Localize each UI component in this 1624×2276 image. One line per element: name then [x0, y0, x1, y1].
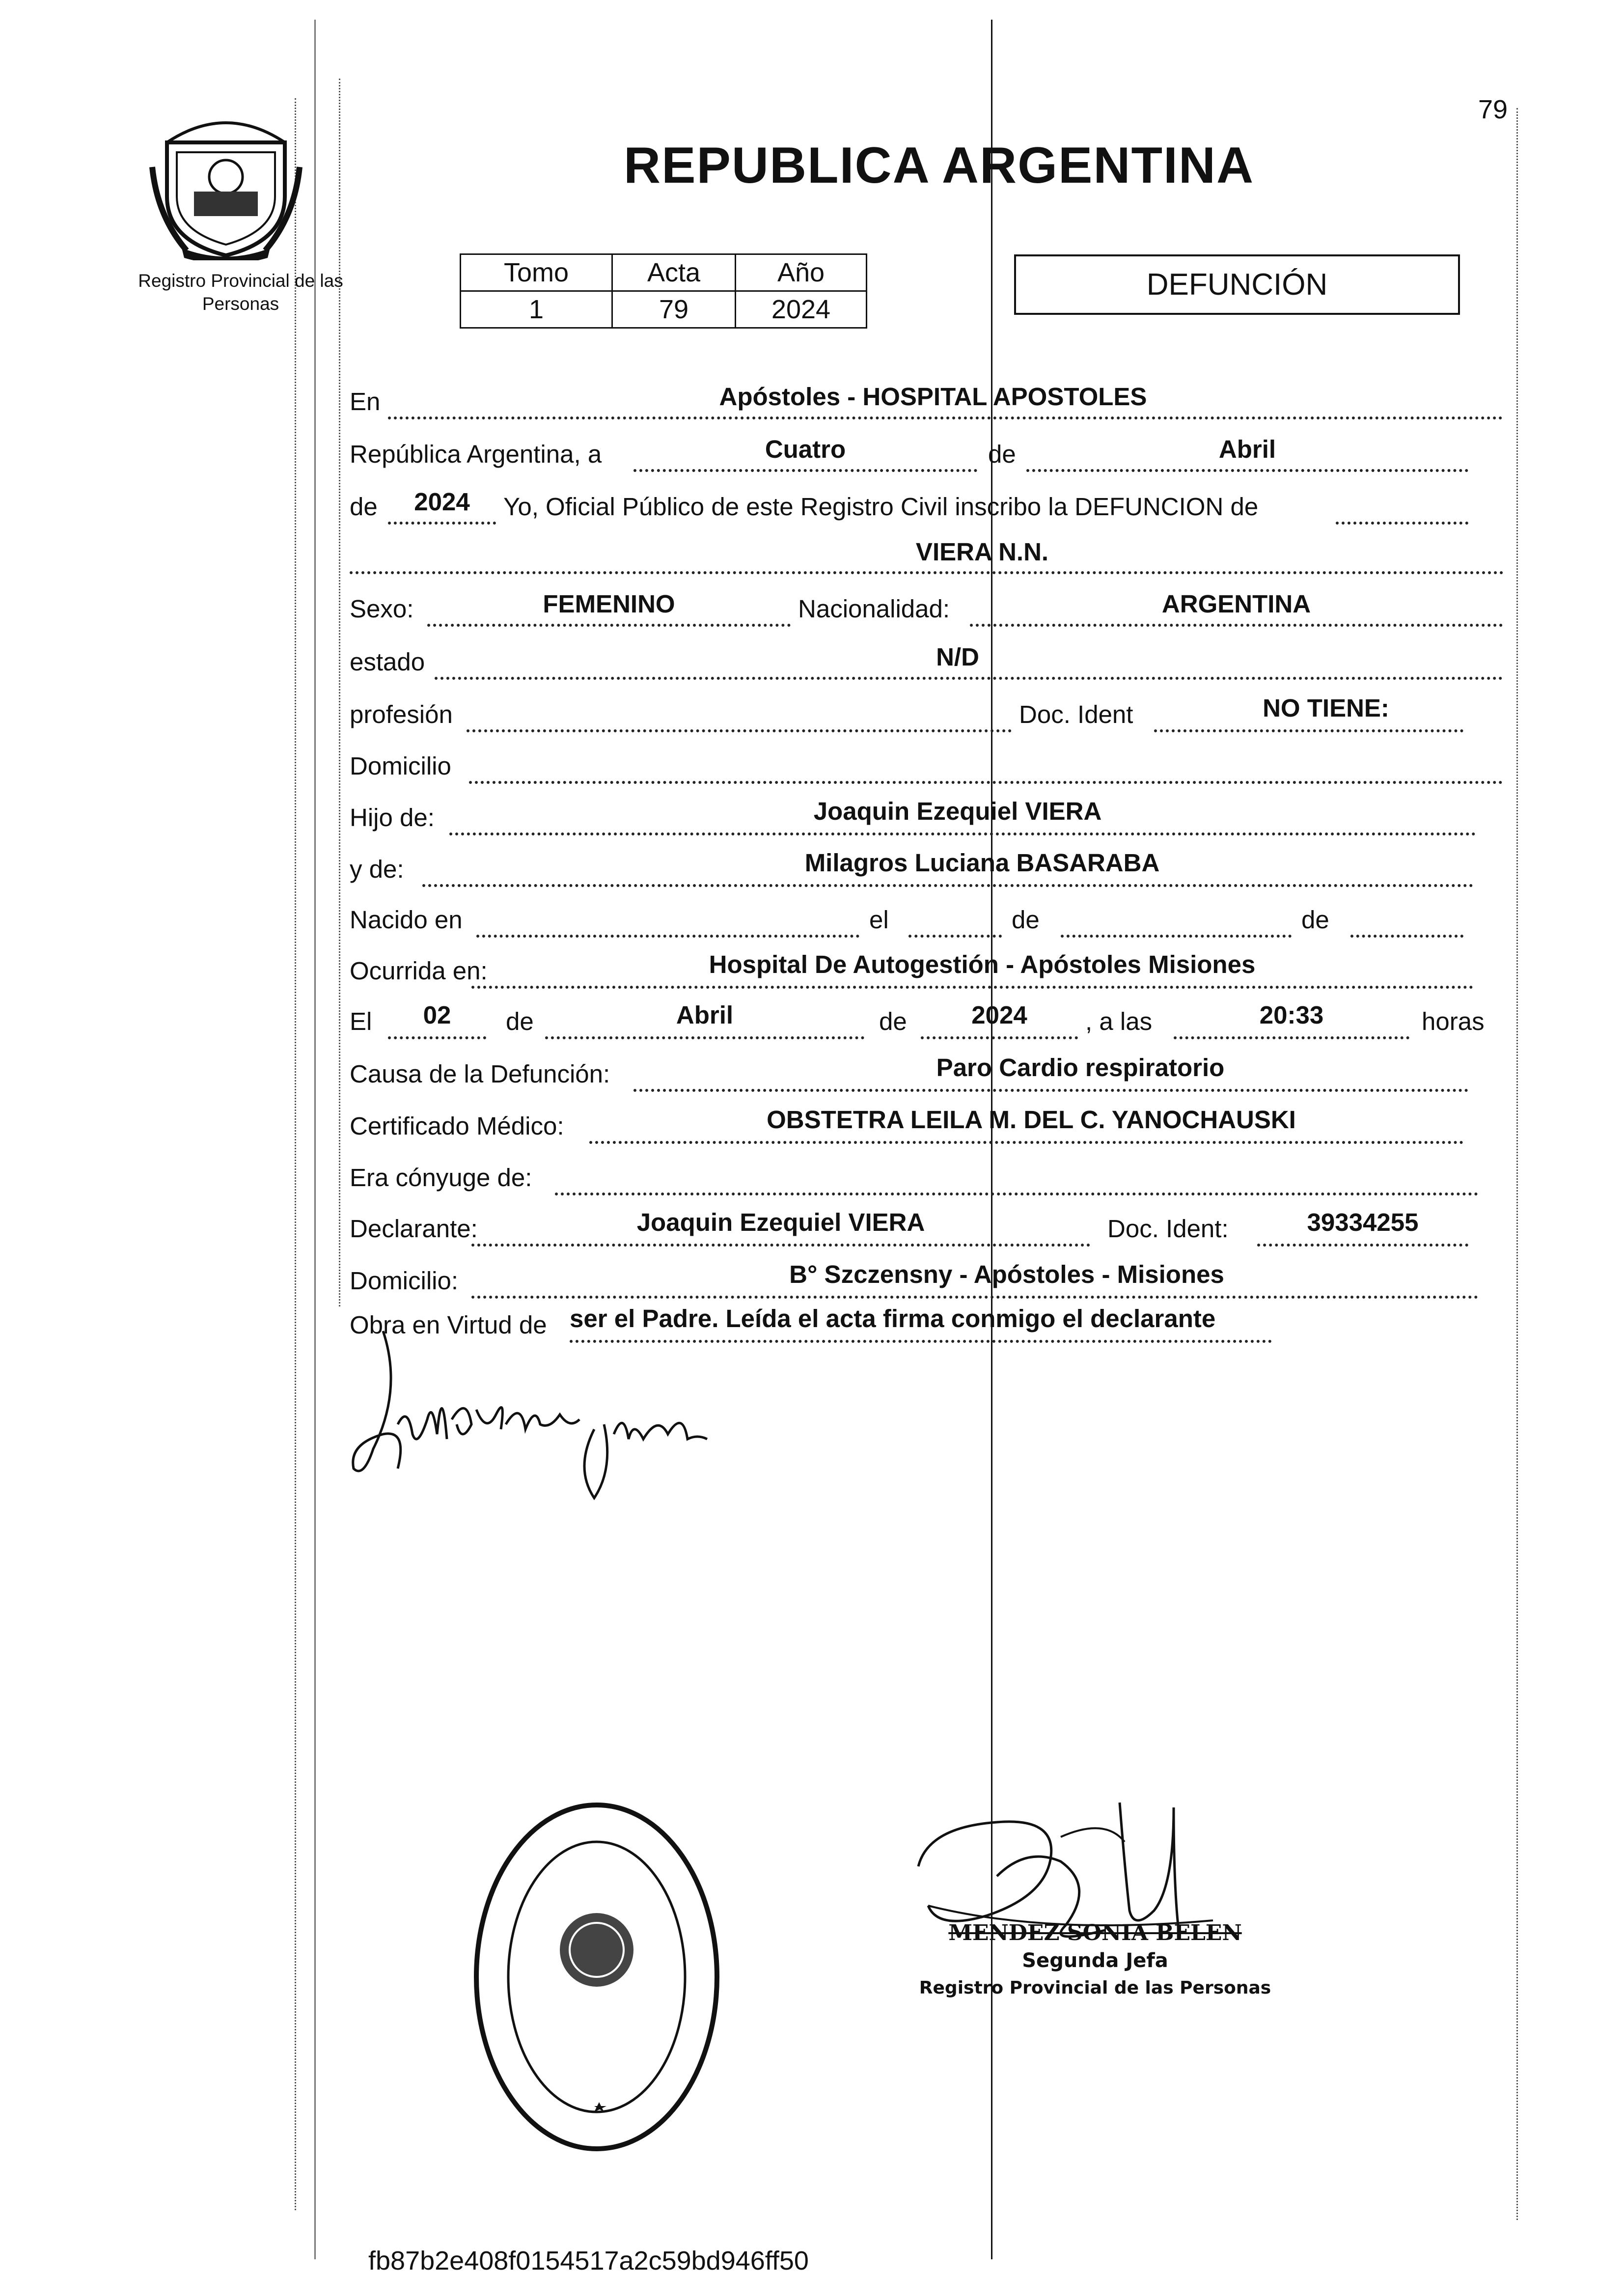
page-number: 79: [1478, 95, 1508, 124]
page-title: REPUBLICA ARGENTINA: [624, 137, 1255, 194]
de-year-label: de: [350, 493, 378, 521]
place-line: [388, 416, 1503, 419]
profesion-line: [467, 729, 1012, 732]
mother-line: [422, 884, 1473, 887]
estado-label: estado: [350, 648, 425, 676]
table-row: [461, 254, 867, 291]
nacionalidad-line: [970, 624, 1503, 627]
table-row: [461, 291, 867, 328]
ocurrida-value: Hospital De Autogestión - Apóstoles Misiones: [709, 950, 1256, 978]
nacido-label: Nacido en: [350, 906, 463, 934]
death-time-value: 20:33: [1259, 1001, 1324, 1029]
domicilio2-value: B° Szczensny - Apóstoles - Misiones: [789, 1260, 1224, 1288]
obra-value: ser el Padre. Leída el acta firma conmigo el declarante: [570, 1305, 1216, 1332]
estado-line: [435, 677, 1503, 680]
horas-label: horas: [1422, 1007, 1485, 1035]
certificado-value: OBSTETRA LEILA M. DEL C. YANOCHAUSKI: [767, 1106, 1296, 1134]
doc-value: NO TIENE:: [1263, 694, 1389, 722]
day-line: [633, 469, 977, 472]
acta-value: 79: [612, 291, 736, 328]
nacido-year-line: [1350, 935, 1463, 938]
obra-label: Obra en Virtud de: [350, 1311, 547, 1339]
sexo-line: [427, 624, 791, 627]
right-margin-dots: [1516, 108, 1518, 2220]
anio-value: 2024: [736, 291, 867, 328]
yde-label: y de:: [350, 855, 404, 883]
official-title: Segunda Jefa: [1022, 1949, 1168, 1972]
official-office: Registro Provincial de las Personas: [919, 1978, 1271, 1998]
nacido-de-label: de: [1012, 906, 1040, 934]
death-day-line: [388, 1036, 486, 1039]
el-label: el: [869, 906, 889, 934]
record-type-box: DEFUNCIÓN: [1014, 254, 1460, 315]
place-value: Apóstoles - HOSPITAL APOSTOLES: [719, 383, 1147, 411]
deceased-value: VIERA N.N.: [915, 538, 1049, 566]
death-de2-label: de: [879, 1007, 907, 1035]
left-margin-line: [314, 20, 316, 2259]
nacionalidad-value: ARGENTINA: [1161, 590, 1311, 618]
conyuge-line: [555, 1193, 1478, 1195]
certificado-label: Certificado Médico:: [350, 1112, 564, 1140]
yo-text: Yo, Oficial Público de este Registro Civil inscribo la DEFUNCION de: [503, 493, 1259, 521]
mother-value: Milagros Luciana BASARABA: [804, 849, 1160, 877]
record-table: [460, 253, 867, 329]
de-label: de: [988, 440, 1016, 468]
en-label: En: [350, 388, 381, 416]
domicilio2-label: Domicilio:: [350, 1267, 459, 1295]
death-day-value: 02: [423, 1001, 451, 1029]
death-month-value: Abril: [676, 1001, 734, 1029]
domicilio-line: [469, 781, 1503, 784]
deceased-line: [350, 571, 1504, 574]
death-year-line: [921, 1036, 1078, 1039]
causa-label: Causa de la Defunción:: [350, 1060, 610, 1088]
hijo-label: Hijo de:: [350, 804, 435, 832]
month-line: [1026, 469, 1468, 472]
death-year-value: 2024: [971, 1001, 1027, 1029]
tomo-header: Tomo: [461, 254, 612, 291]
declarante-doc-value: 39334255: [1307, 1208, 1419, 1236]
anio-header: Año: [736, 254, 867, 291]
domicilio2-line: [471, 1296, 1478, 1299]
death-time-line: [1174, 1036, 1409, 1039]
left-margin-dots: [295, 98, 296, 2210]
death-de-label: de: [506, 1007, 534, 1035]
inner-margin-dots: [339, 79, 340, 1306]
document-hash: fb87b2e408f0154517a2c59bd946ff50: [368, 2246, 809, 2276]
ocurrida-label: Ocurrida en:: [350, 957, 488, 985]
nacido-month-line: [1061, 935, 1292, 938]
official-block: [918, 1919, 1272, 2002]
doc-line: [1154, 729, 1463, 732]
causa-value: Paro Cardio respiratorio: [936, 1054, 1225, 1082]
nacido-de2-label: de: [1301, 906, 1329, 934]
year-value: 2024: [414, 488, 470, 516]
official-name: MENDEZ SONIA BELEN: [948, 1920, 1242, 1945]
day-words-value: Cuatro: [765, 435, 846, 463]
certificado-line: [589, 1141, 1463, 1144]
registry-label: Registro Provincial de las Personas: [138, 271, 343, 314]
sexo-label: Sexo:: [350, 595, 414, 623]
nacido-line: [476, 935, 859, 938]
doc-label: Doc. Ident: [1019, 700, 1133, 728]
causa-line: [633, 1089, 1468, 1092]
profesion-label: profesión: [350, 700, 453, 728]
el-line: [908, 935, 1002, 938]
declarante-line: [471, 1244, 1090, 1247]
acta-header: Acta: [612, 254, 736, 291]
declarante-value: Joaquin Ezequiel VIERA: [636, 1208, 925, 1236]
nacionalidad-label: Nacionalidad:: [798, 595, 950, 623]
month-value: Abril: [1218, 435, 1276, 463]
republica-label: República Argentina, a: [350, 440, 602, 468]
father-value: Joaquin Ezequiel VIERA: [813, 797, 1102, 825]
father-line: [449, 833, 1476, 835]
domicilio-label: Domicilio: [350, 752, 451, 780]
alas-label: , a las: [1085, 1007, 1153, 1035]
estado-value: N/D: [936, 643, 979, 671]
death-month-line: [545, 1036, 864, 1039]
declarante-label: Declarante:: [350, 1215, 478, 1243]
declarante-doc-line: [1257, 1244, 1468, 1247]
registry-stamp: [469, 1798, 724, 2156]
yo-line: [1336, 522, 1468, 525]
doc-ident-label: Doc. Ident:: [1107, 1215, 1229, 1243]
provincial-seal: [147, 108, 304, 260]
sexo-value: FEMENINO: [543, 590, 675, 618]
year-line: [388, 522, 496, 525]
declarant-signature: [339, 1321, 722, 1518]
el-date-label: El: [350, 1007, 372, 1035]
ocurrida-line: [471, 986, 1473, 989]
conyuge-label: Era cónyuge de:: [350, 1164, 532, 1192]
tomo-value: 1: [461, 291, 612, 328]
